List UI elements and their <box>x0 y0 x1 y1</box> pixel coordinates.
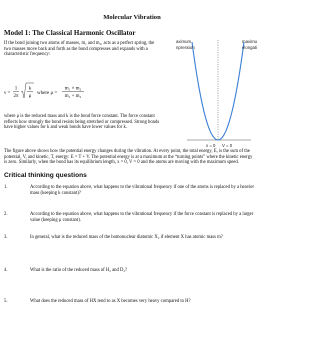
formula-coef-den: 2π <box>13 94 19 99</box>
potential-energy-figure <box>175 36 261 148</box>
formula-mu-num: m₁ × m₂ <box>64 86 82 92</box>
question-2 <box>4 212 260 226</box>
question-5 <box>4 299 260 307</box>
x-zero-label: x = 0 <box>206 143 216 148</box>
question-number: 1. <box>4 185 8 190</box>
intro-paragraph: If the bond joining two atoms of masses, m₁ and m₂, acts as a perfect spring, the two masses move back and forth as the bond compresses and expands with a characteristic frequency: <box>4 41 155 58</box>
question-4 <box>4 268 260 276</box>
question-1 <box>4 185 260 199</box>
question-text: According to the equation above, what happens to the vibrational frequency if the force constant is replaced by a larger value (keeping μ constant). <box>30 212 254 223</box>
formula-where: where μ = <box>37 91 58 96</box>
model-heading: Model 1: The Classical Harmonic Oscillator <box>4 29 136 37</box>
max-elongation-label-2: elongati <box>242 45 258 50</box>
formula-root-num: k <box>28 86 32 92</box>
question-number: 4. <box>4 268 8 273</box>
formula-lhs: ν = <box>4 91 11 96</box>
energy-paragraph: The figure above shows how the potential energy changes during the vibration. At every point, the total energy, E, is the sum of the potential, V, and kinetic, T, energy: E = T + V. The potential energy is at a maximum at the “turning points” where the kinetic energy is zero. Similarly, when the bond has its equilibrium length, x = 0, V = 0 and the atoms are moving with the maximum speed. <box>4 149 253 166</box>
formula-mu-den: m₁ + m₂ <box>64 94 82 99</box>
max-compression-label-2: npression <box>176 45 195 50</box>
question-number: 3. <box>4 235 8 240</box>
page-title: Molecular Vibration <box>103 14 161 21</box>
v-zero-label: V = 0 <box>222 143 233 148</box>
frequency-formula <box>4 78 124 108</box>
question-number: 2. <box>4 212 8 217</box>
question-text: In general, what is the reduced mass of the homonuclear diatomic X₂ if element X has atomic mass m? <box>30 235 223 240</box>
formula-root-den: μ <box>28 94 32 99</box>
question-text: What is the ratio of the reduced mass of H₂ and D₂? <box>30 268 128 273</box>
critical-thinking-heading: Critical thinking questions <box>4 172 87 179</box>
question-text: According to the equation above, what happens to the vibrational frequency if one of the atoms is replaced by a heavier mass (keeping k constant)? <box>30 185 255 196</box>
max-elongation-label-1: maximu <box>242 39 258 44</box>
question-3 <box>4 235 260 243</box>
reduced-mass-paragraph: where μ is the reduced mass and k is the bond force constant. The force constant reflects how strongly the bond resists being stretched or compressed. Strong bonds have higher values for k and weak bonds have lower values for k. <box>4 114 160 131</box>
question-text: What does the reduced mass of HX tend to as X becomes very heavy compared to H? <box>30 299 191 304</box>
max-compression-label-1: aximum <box>176 39 192 44</box>
formula-coef-num: 1 <box>14 86 18 92</box>
question-number: 5. <box>4 299 8 304</box>
